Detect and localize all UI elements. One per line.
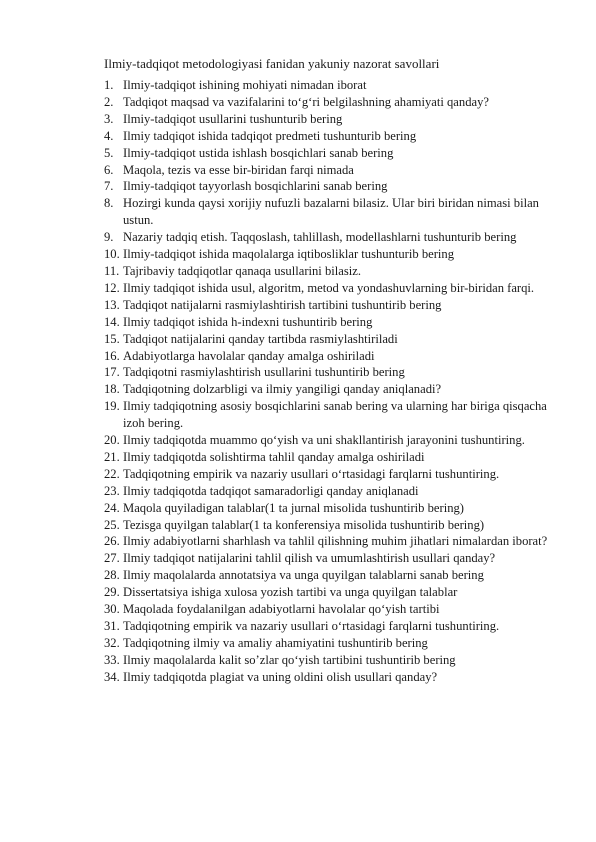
question-item — [104, 483, 564, 500]
question-item — [104, 94, 564, 111]
question-text: Ilmiy tadqiqotda solishtirma tahlil qanday amalga oshiriladi — [123, 449, 425, 464]
question-number: 29. — [104, 585, 120, 600]
question-number: 7. — [104, 179, 114, 194]
question-text: Ilmiy tadqiqotda tadqiqot samaradorligi qanday aniqlanadi — [123, 483, 419, 498]
question-number: 28. — [104, 568, 120, 583]
question-number: 5. — [104, 145, 114, 160]
question-number: 30. — [104, 602, 120, 617]
question-number: 24. — [104, 500, 120, 515]
question-number: 1. — [104, 78, 114, 92]
question-text: Ilmiy tadqiqot ishida usul, algoritm, metod va yondashuvlarning bir-biridan farqi. — [123, 280, 535, 295]
question-text: Nazariy tadqiq etish. Taqqoslash, tahlillash, modellashlarni tushunturib bering — [123, 230, 517, 245]
question-number: 9. — [104, 230, 114, 245]
question-number: 12. — [104, 280, 120, 295]
question-item — [104, 398, 564, 432]
question-number: 4. — [104, 128, 114, 143]
document-page — [104, 55, 564, 686]
question-text: Adabiyotlarga havolalar qanday amalga oshiriladi — [123, 348, 375, 363]
question-number: 8. — [104, 196, 114, 211]
question-item — [104, 618, 564, 635]
question-text: Maqola, tezis va esse bir-biridan farqi nimada — [123, 162, 354, 177]
question-item — [104, 314, 564, 331]
question-item — [104, 178, 564, 195]
question-item — [104, 246, 564, 263]
question-number: 31. — [104, 619, 120, 633]
question-item — [104, 533, 564, 550]
question-number: 10. — [104, 247, 120, 262]
question-list — [104, 77, 564, 686]
question-text: Tadqiqot natijalarni rasmiylashtirish tartibini tushuntirib bering — [123, 297, 442, 312]
question-item — [104, 381, 564, 398]
question-number: 32. — [104, 635, 120, 650]
question-number: 18. — [104, 382, 120, 397]
question-text: Ilmiy maqolalarda annotatsiya va unga quyilgan talablarni sanab bering — [123, 568, 484, 583]
question-item — [104, 584, 564, 601]
question-number: 22. — [104, 466, 120, 481]
question-text: Tadqiqotning dolzarbligi va ilmiy yangiligi qanday aniqlanadi? — [123, 382, 442, 397]
question-text: Ilmiy-tadqiqot ishining mohiyati nimadan iborat — [123, 78, 367, 92]
question-item — [104, 466, 564, 483]
question-text: Tajribaviy tadqiqotlar qanaqa usullarini bilasiz. — [123, 263, 361, 278]
question-text: Tezisga quyilgan talablar(1 ta konferensiya misolida tushuntirib bering) — [123, 517, 485, 532]
question-text: Maqola quyiladigan talablar(1 ta jurnal misolida tushuntirib bering) — [123, 500, 464, 515]
question-number: 25. — [104, 517, 120, 532]
question-text: Maqolada foydalanilgan adabiyotlarni havolalar qo‘yish tartibi — [123, 602, 440, 617]
question-item — [104, 669, 564, 686]
question-number: 33. — [104, 652, 120, 667]
question-text: Ilmiy-tadqiqot usullarini tushunturib bering — [123, 111, 343, 126]
question-item — [104, 145, 564, 162]
question-number: 6. — [104, 162, 114, 177]
question-item — [104, 229, 564, 246]
question-text: Tadqiqotni rasmiylashtirish usullarini tushuntirib bering — [123, 365, 405, 380]
question-item — [104, 432, 564, 449]
question-item — [104, 550, 564, 567]
question-text: Ilmiy tadqiqot ishida h-indexni tushuntirib bering — [123, 314, 373, 329]
question-item — [104, 500, 564, 517]
question-item — [104, 195, 564, 229]
question-text: Hozirgi kunda qaysi xorijiy nufuzli bazalarni bilasiz. Ular biri biridan nimasi bilan ustun. — [123, 196, 539, 228]
question-text: Ilmiy-tadqiqot ustida ishlash bosqichlari sanab bering — [123, 145, 394, 160]
question-text: Ilmiy tadqiqot natijalarini tahlil qilish va umumlashtirish usullari qanday? — [123, 551, 496, 566]
question-number: 27. — [104, 551, 120, 566]
question-item — [104, 77, 564, 94]
question-text: Ilmiy maqolalarda kalit so’zlar qo‘yish tartibini tushuntirib bering — [123, 652, 456, 667]
question-text: Tadqiqotning ilmiy va amaliy ahamiyatini tushuntirib bering — [123, 635, 428, 650]
question-item — [104, 111, 564, 128]
question-item — [104, 635, 564, 652]
question-item — [104, 297, 564, 314]
question-text: Ilmiy adabiyotlarni sharhlash va tahlil qilishning muhim jihatlari nimalardan iborat? — [123, 534, 548, 549]
question-text: Ilmiy tadqiqot ishida tadqiqot predmeti tushunturib bering — [123, 128, 417, 143]
question-text: Ilmiy-tadqiqot tayyorlash bosqichlarini sanab bering — [123, 179, 388, 194]
question-item — [104, 128, 564, 145]
question-text: Ilmiy tadqiqotda muammo qo‘yish va uni shakllantirish jarayonini tushuntiring. — [123, 433, 525, 448]
question-item — [104, 331, 564, 348]
question-number: 14. — [104, 314, 120, 329]
question-item — [104, 652, 564, 669]
question-number: 26. — [104, 534, 120, 549]
question-item — [104, 601, 564, 618]
question-item — [104, 449, 564, 466]
question-text: Ilmiy tadqiqotning asosiy bosqichlarini sanab bering va ularning har biriga qisqacha izoh bering. — [123, 399, 547, 431]
question-number: 23. — [104, 483, 120, 498]
question-number: 11. — [104, 263, 120, 278]
question-number: 15. — [104, 331, 120, 346]
question-text: Tadqiqot maqsad va vazifalarini to‘g‘ri belgilashning ahamiyati qanday? — [123, 94, 489, 109]
question-item — [104, 162, 564, 179]
question-text: Ilmiy-tadqiqot ishida maqolalarga iqtibosliklar tushunturib bering — [123, 247, 454, 262]
question-number: 21. — [104, 449, 120, 464]
question-item — [104, 348, 564, 365]
question-item — [104, 280, 564, 297]
question-number: 13. — [104, 297, 120, 312]
question-text: Tadqiqot natijalarini qanday tartibda rasmiylashtiriladi — [123, 331, 398, 346]
question-item — [104, 567, 564, 584]
question-item — [104, 263, 564, 280]
question-number: 3. — [104, 111, 114, 126]
document-title: Ilmiy-tadqiqot metodologiyasi fanidan yakuniy nazorat savollari — [104, 56, 440, 71]
question-number: 16. — [104, 348, 120, 363]
question-text: Tadqiqotning empirik va nazariy usullari o‘rtasidagi farqlarni tushuntiring. — [123, 619, 500, 633]
question-text: Dissertatsiya ishiga xulosa yozish tartibi va unga quyilgan talablar — [123, 585, 458, 600]
question-number: 19. — [104, 399, 120, 414]
question-item — [104, 517, 564, 534]
question-number: 20. — [104, 433, 120, 448]
question-text: Ilmiy tadqiqotda plagiat va uning oldini olish usullari qanday? — [123, 669, 438, 684]
question-number: 2. — [104, 94, 114, 109]
question-item — [104, 364, 564, 381]
question-number: 34. — [104, 669, 120, 684]
question-number: 17. — [104, 365, 120, 380]
question-text: Tadqiqotning empirik va nazariy usullari o‘rtasidagi farqlarni tushuntiring. — [123, 466, 500, 481]
